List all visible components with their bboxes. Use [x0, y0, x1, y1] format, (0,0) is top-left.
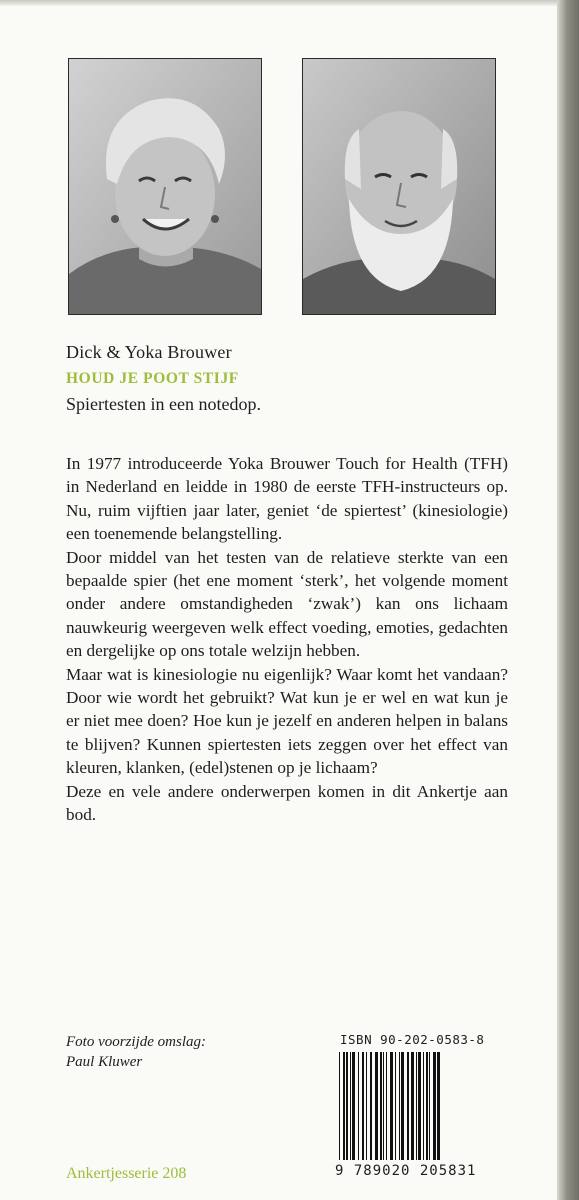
blurb-paragraph: In 1977 introduceerde Yoka Brouwer Touch for Health (TFH) in Nederland en leidde in 1980 de eerste TFH-instructeurs op. Nu, ruim vijftien jaar later, geniet ‘de spiertest’ (kinesiologie) een toenemende belangstelling.: [66, 454, 508, 544]
barcode-bar: [423, 1052, 424, 1160]
cover-top-edge: [0, 0, 560, 6]
barcode-bar: [346, 1052, 348, 1160]
barcode-bar: [437, 1052, 440, 1160]
barcode-bar: [395, 1052, 396, 1160]
author-photo-man: [302, 58, 496, 315]
barcode-bar: [350, 1052, 351, 1160]
photo-credit: [66, 1032, 206, 1072]
barcode-bar: [386, 1052, 387, 1160]
barcode-bar: [362, 1052, 364, 1160]
barcode-bar: [407, 1052, 409, 1160]
barcode-bar: [426, 1052, 428, 1160]
barcode: [335, 1052, 507, 1167]
barcode-bar: [339, 1052, 340, 1160]
barcode-bar: [411, 1052, 414, 1160]
barcode-bar: [433, 1052, 436, 1160]
barcode-bar: [370, 1052, 372, 1160]
barcode-bar: [401, 1052, 404, 1160]
barcode-bar: [343, 1052, 345, 1160]
barcode-bar: [366, 1052, 367, 1160]
blurb-paragraph: Door middel van het testen van de relatieve sterkte van een bepaalde spier (het ene moment ‘sterk’, het volgende moment onder andere omstandigheden ‘zwak’) kan ons lichaam nauwkeurig weergeven welk effect voeding, emoties, gedachten en dergelijke op ons totale welzijn hebben.: [66, 547, 508, 661]
barcode-bar: [390, 1052, 393, 1160]
barcode-bar: [399, 1052, 400, 1160]
isbn-label: ISBN 90-202-0583-8: [340, 1032, 485, 1047]
barcode-number: 9 789020 205831: [335, 1163, 507, 1179]
blurb-paragraph: Deze en vele andere onderwerpen komen in dit Ankertje aan bod.: [66, 781, 508, 825]
photo-credit-name: Paul Kluwer: [66, 1054, 143, 1070]
barcode-bar: [418, 1052, 421, 1160]
cover-spine-edge: [557, 0, 579, 1200]
book-title: HOUD JE POOT STIJF: [66, 370, 239, 387]
book-subtitle: Spiertesten in een notedop.: [66, 394, 261, 414]
barcode-bar: [352, 1052, 355, 1160]
barcode-bar: [416, 1052, 417, 1160]
barcode-bar: [429, 1052, 430, 1160]
author-photo-woman: [68, 58, 262, 315]
barcode-bar: [383, 1052, 384, 1160]
barcode-bar: [358, 1052, 359, 1160]
back-cover-blurb: [66, 452, 508, 827]
series-label: Ankertjesserie 208: [66, 1165, 187, 1182]
authors-line: Dick & Yoka Brouwer: [66, 342, 232, 362]
photo-credit-label: Foto voorzijde omslag:: [66, 1034, 206, 1050]
barcode-bar: [375, 1052, 378, 1160]
blurb-paragraph: Maar wat is kinesiologie nu eigenlijk? Waar komt het vandaan? Door wie wordt het gebruikt? Wat kun je er wel en wat kun je er niet mee doen? Hoe kun je jezelf en anderen helpen in balans te blijven? Kunnen spiertesten iets zeggen over het effect van kleuren, klanken, (edel)stenen op je lichaam?: [66, 664, 508, 778]
barcode-bar: [380, 1052, 382, 1160]
